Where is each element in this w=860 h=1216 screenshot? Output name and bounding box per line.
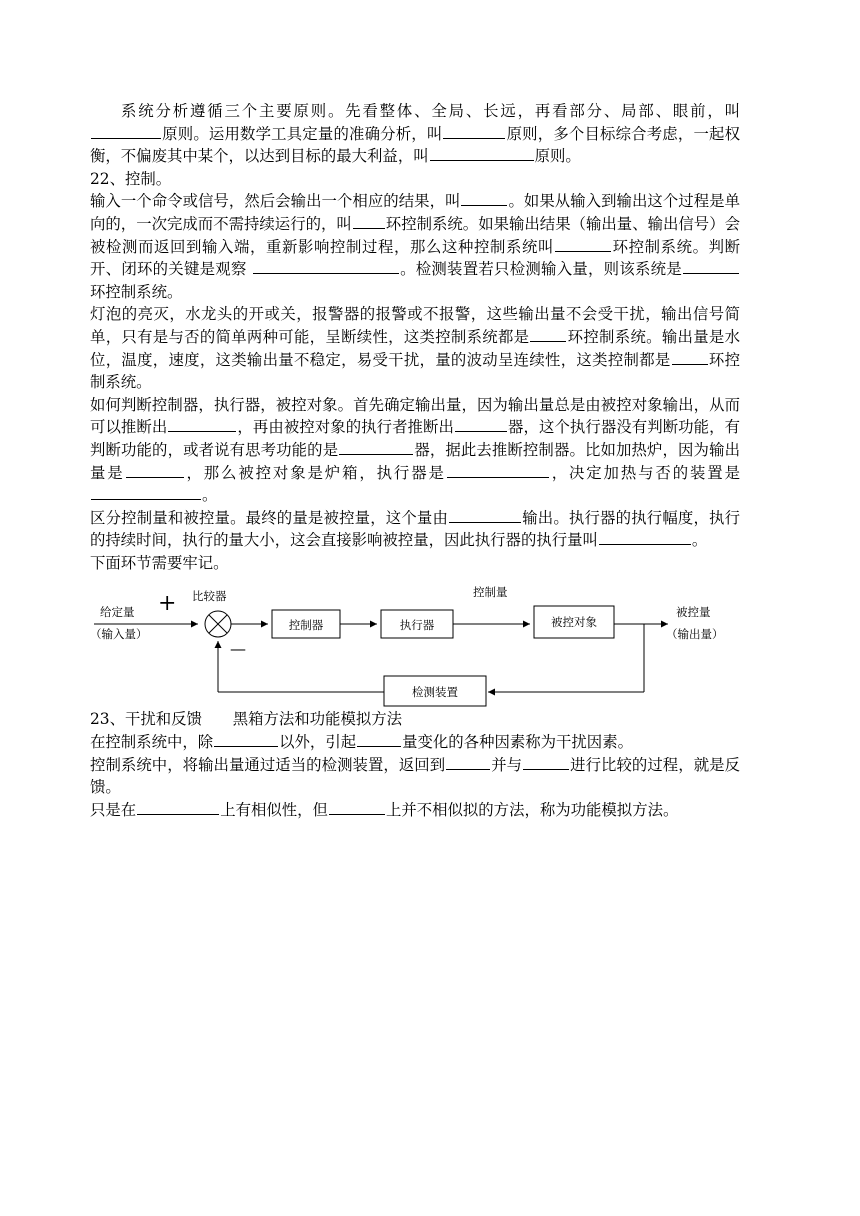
text: ，决定加热与否的装置是: [549, 463, 740, 482]
paragraph-control-quantity: [90, 507, 740, 552]
text: 器，这个执行器没有判断功能，有判断功能的，或者说有思考功能的是: [90, 418, 740, 459]
text: 环控制系统。: [90, 350, 740, 392]
paragraph-function-simulation: [90, 799, 740, 822]
section-heading-23: 23、干扰和反馈 黑箱方法和功能模拟方法: [90, 710, 403, 729]
paragraph-feedback: [90, 754, 740, 799]
text: 环控制系统。如果输出结果（输出量、输出信号）会被检测而返回到输入端，重新影响控制过程，那么这种控制系统叫: [90, 214, 740, 256]
actuator-label: 执行器: [399, 618, 435, 633]
output-sublabel: （输出量）: [666, 627, 724, 642]
text: 系统分析遵循三个主要原则。先看整体、全局、长远，再看部分、局部、眼前，叫: [121, 102, 740, 120]
text: 原则。: [534, 147, 581, 166]
blank-controller[interactable]: [339, 440, 413, 455]
text: 并与: [491, 755, 523, 774]
text: 在控制系统中，除: [90, 733, 214, 752]
document-page: [90, 100, 740, 821]
text: 器，据此去推断控制器。比如加热炉，因为输出量是: [90, 440, 740, 482]
text: 如何判断控制器，执行器，被控对象。首先确定输出量，因为输出量总是由被控对象输出，从而可以推断出: [90, 395, 740, 437]
paragraph-identify-components: [90, 394, 740, 507]
output-label: 被控量: [676, 605, 711, 620]
text: 。: [202, 486, 218, 505]
text: ，那么被控对象是炉箱，执行器是: [184, 463, 446, 482]
paragraph-control: [90, 190, 740, 303]
text: 区分控制量和被控量。最终的量是被控量，这个量由: [90, 508, 449, 527]
blank-holistic-principle[interactable]: [91, 124, 161, 139]
text: 。如果从输入到输出这个过程是单向的，一次完成而不需持续运行的，叫: [90, 192, 740, 233]
text: 灯泡的亮灭，水龙头的开或关，报警器的报警或不报警，这些输出量不会受干扰，输出信号简单，只有是与否的简单两种可能，呈断续性，这类控制系统都是: [90, 305, 740, 346]
blank-except[interactable]: [214, 732, 278, 747]
blank-return-to[interactable]: [446, 755, 490, 770]
blank-continuous-loop[interactable]: [672, 350, 708, 365]
text: 只是在: [90, 800, 137, 819]
blank-open-loop[interactable]: [353, 214, 385, 229]
control-quantity-label: 控制量: [473, 585, 508, 600]
section-heading-22: 22、控制。: [90, 169, 172, 188]
text: 以外，引起: [279, 733, 357, 752]
paragraph-disturbance: [90, 731, 740, 754]
text: 上有相似性，但: [220, 800, 328, 819]
blank-similar-in[interactable]: [137, 800, 219, 815]
blank-key-observation[interactable]: [253, 259, 399, 274]
sensor-label: 检测装置: [412, 685, 458, 700]
text: ，再由被控对象的执行者推断出: [237, 418, 454, 437]
text: 输出。执行器的执行幅度，执行的持续时间，执行的量大小，这会直接影响被控量，因此执行器的执行量叫: [90, 508, 740, 550]
blank-output-source[interactable]: [449, 508, 521, 523]
blank-not-similar-in[interactable]: [329, 800, 385, 815]
text: 原则。运用数学工具定量的准确分析，叫: [162, 124, 443, 143]
plus-sign: +: [158, 591, 177, 617]
blank-actuator[interactable]: [455, 417, 507, 432]
text: 。: [691, 531, 708, 550]
text: 。检测装置若只检测输入量，则该系统是: [399, 260, 682, 279]
blank-input-detection-loop[interactable]: [683, 259, 739, 274]
blank-comprehensive-principle[interactable]: [430, 146, 534, 161]
blank-closed-loop[interactable]: [555, 237, 611, 252]
comparator-label: 比较器: [192, 589, 227, 604]
blank-heater-controller[interactable]: [91, 485, 201, 500]
blank-compare-with[interactable]: [523, 755, 569, 770]
text: 进行比较的过程，就是反馈。: [90, 755, 740, 797]
blank-control-quantity[interactable]: [599, 530, 691, 545]
input-sublabel: （输入量）: [90, 627, 148, 642]
text: 量变化的各种因素称为干扰因素。: [402, 733, 633, 752]
block-diagram-svg: [88, 580, 742, 708]
minus-sign: —: [230, 639, 246, 659]
blank-heater-actuator[interactable]: [447, 463, 549, 478]
blank-control[interactable]: [461, 191, 507, 206]
paragraph-loop-types: [90, 303, 740, 393]
input-label: 给定量: [100, 605, 135, 620]
text: 环控制系统。输出量是水位，温度，速度，这类输出量不稳定，易受干扰，量的波动呈连续性，这类控制都是: [90, 327, 740, 369]
text: 环控制系统。: [90, 282, 183, 301]
text: 上并不相似拟的方法，称为功能模拟方法。: [385, 800, 679, 819]
plant-label: 被控对象: [551, 615, 597, 630]
controller-label: 控制器: [288, 618, 324, 633]
blank-disturbed-quantity[interactable]: [357, 732, 401, 747]
blank-discrete-loop[interactable]: [530, 327, 566, 342]
paragraph-remember: 下面环节需要牢记。: [90, 553, 229, 572]
blank-heater-output[interactable]: [126, 463, 184, 478]
text: 环控制系统。判断开、闭环的关键是观察: [90, 237, 740, 279]
text: 控制系统中，将输出量通过适当的检测装置，返回到: [90, 755, 446, 774]
blank-controlled-object[interactable]: [168, 417, 236, 432]
text: 原则，多个目标综合考虑，一起权衡，不偏废其中某个，以达到目标的最大利益，叫: [90, 124, 740, 166]
blank-quantitative-principle[interactable]: [443, 124, 505, 139]
paragraph-system-analysis: [90, 100, 740, 168]
text: 输入一个命令或信号，然后会输出一个相应的结果，叫: [90, 192, 461, 211]
control-block-diagram: [90, 580, 740, 708]
